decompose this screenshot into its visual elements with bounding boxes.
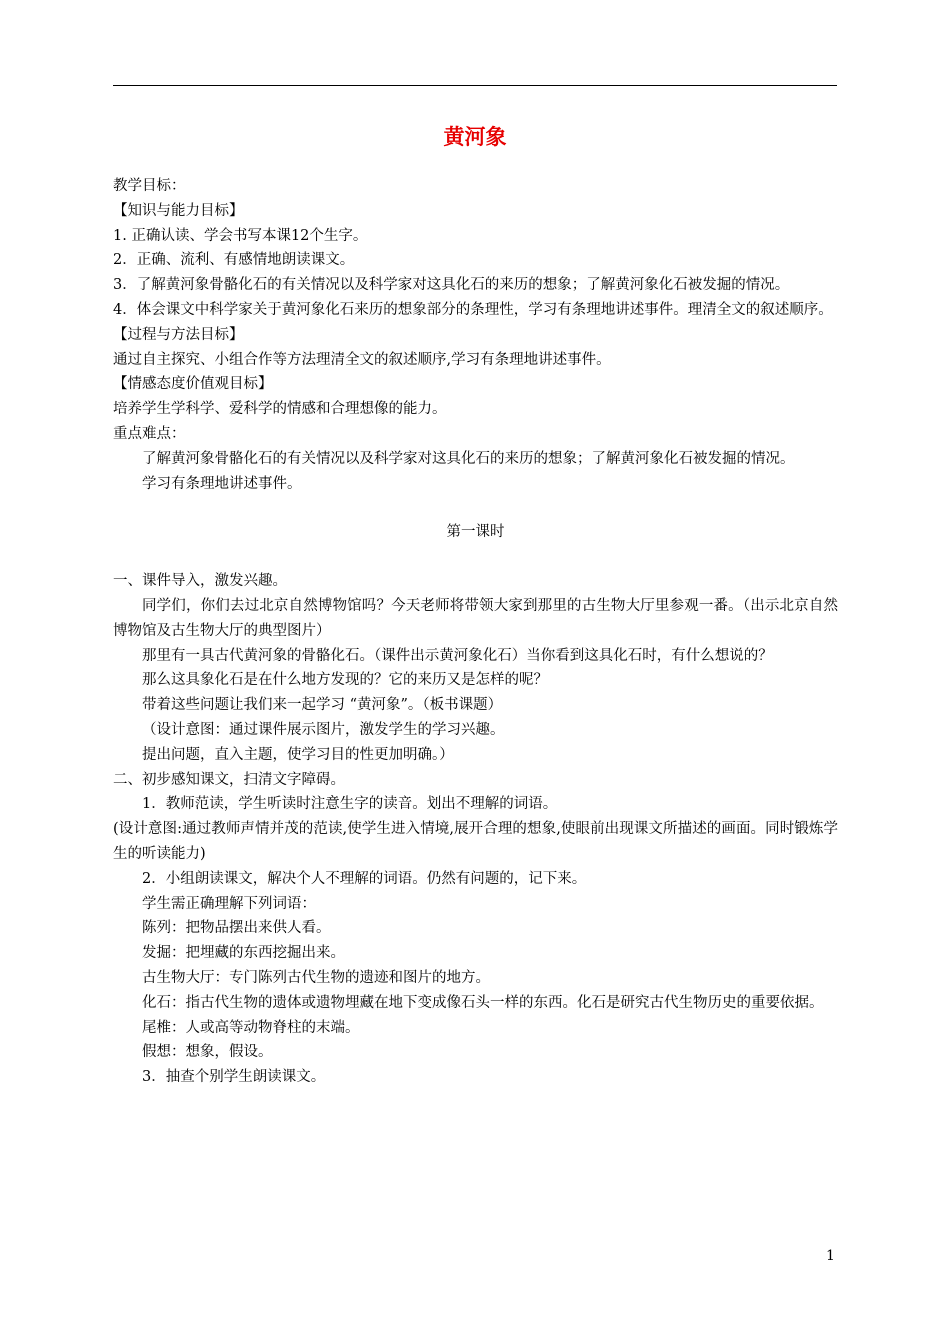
line-5: 4．体会课文中科学家关于黄河象化石来历的想象部分的条理性，学习有条理地讲述事件。理清全文的叙述顺序。	[113, 301, 833, 318]
section-heading: 第一课时	[446, 524, 505, 541]
line-0: 教学目标：	[113, 178, 186, 194]
line-28: 古生物大厅：专门陈列古代生物的遗迹和图片的地方。	[142, 969, 490, 986]
line-3: 2．正确、流利、有感情地朗读课文。	[113, 252, 355, 269]
line-6: 【过程与方法目标】	[113, 326, 244, 343]
line-21: 二、初步感知课文，扫清文字障碍。	[113, 771, 345, 788]
line-23: (设计意图:通过教师声情并茂的范读,使学生进入情境,展开合理的想象,使眼前出现课文所描述的画面。同时锻炼学生的听读能力)	[113, 821, 838, 862]
document-body	[113, 174, 838, 1090]
line-30: 尾椎：人或高等动物脊柱的末端。	[142, 1019, 360, 1036]
line-9: 培养学生学科学、爱科学的情感和合理想像的能力。	[113, 401, 447, 418]
line-25: 学生需正确理解下列词语：	[142, 895, 316, 912]
header-rule	[113, 85, 837, 86]
line-8: 【情感态度价值观目标】	[113, 376, 273, 393]
line-17: 那么这具象化石是在什么地方发现的？它的来历又是怎样的呢？	[142, 672, 548, 689]
line-14: 一、课件导入，激发兴趣。	[113, 573, 287, 590]
line-11: 了解黄河象骨骼化石的有关情况以及科学家对这具化石的来历的想象；了解黄河象化石被发掘的情况。	[142, 450, 795, 467]
document-title: 黄河象	[443, 125, 507, 149]
line-29: 化石：指古代生物的遗体或遗物埋藏在地下变成像石头一样的东西。化石是研究古代生物历史的重要依据。	[142, 994, 824, 1011]
line-26: 陈列：把物品摆出来供人看。	[142, 920, 331, 937]
line-27: 发掘：把埋藏的东西挖掘出来。	[142, 945, 345, 962]
line-20: 提出问题，直入主题，使学习目的性更加明确。）	[142, 746, 454, 763]
line-19: （设计意图：通过课件展示图片，激发学生的学习兴趣。	[142, 721, 505, 738]
line-32: 3．抽查个别学生朗读课文。	[142, 1069, 326, 1086]
line-15: 同学们，你们去过北京自然博物馆吗？今天老师将带领大家到那里的古生物大厅里参观一番。（出示北京自然博物馆及古生物大厅的典型图片）	[113, 597, 838, 639]
line-16: 那里有一具古代黄河象的骨骼化石。（课件出示黄河象化石）当你看到这具化石时，有什么想说的？	[142, 647, 773, 664]
line-4: 3．了解黄河象骨骼化石的有关情况以及科学家对这具化石的来历的想象；了解黄河象化石被发掘的情况。	[113, 277, 790, 294]
line-10: 重点难点：	[113, 425, 186, 442]
line-2: 1. 正确认读、学会书写本课12个生字。	[113, 227, 368, 244]
line-22: 1．教师范读，学生听读时注意生字的读音。划出不理解的词语。	[142, 796, 558, 813]
line-1: 【知识与能力目标】	[113, 202, 244, 219]
line-7: 通过自主探究、小组合作等方法理清全文的叙述顺序,学习有条理地讲述事件。	[113, 351, 611, 368]
line-18: 带着这些问题让我们来一起学习 “黄河象”。（板书课题）	[142, 697, 503, 714]
page-number: 1	[826, 1248, 835, 1264]
line-31: 假想：想象，假设。	[142, 1044, 273, 1061]
line-12: 学习有条理地讲述事件。	[142, 475, 302, 492]
line-24: 2．小组朗读课文，解决个人不理解的词语。仍然有问题的，记下来。	[142, 870, 587, 887]
